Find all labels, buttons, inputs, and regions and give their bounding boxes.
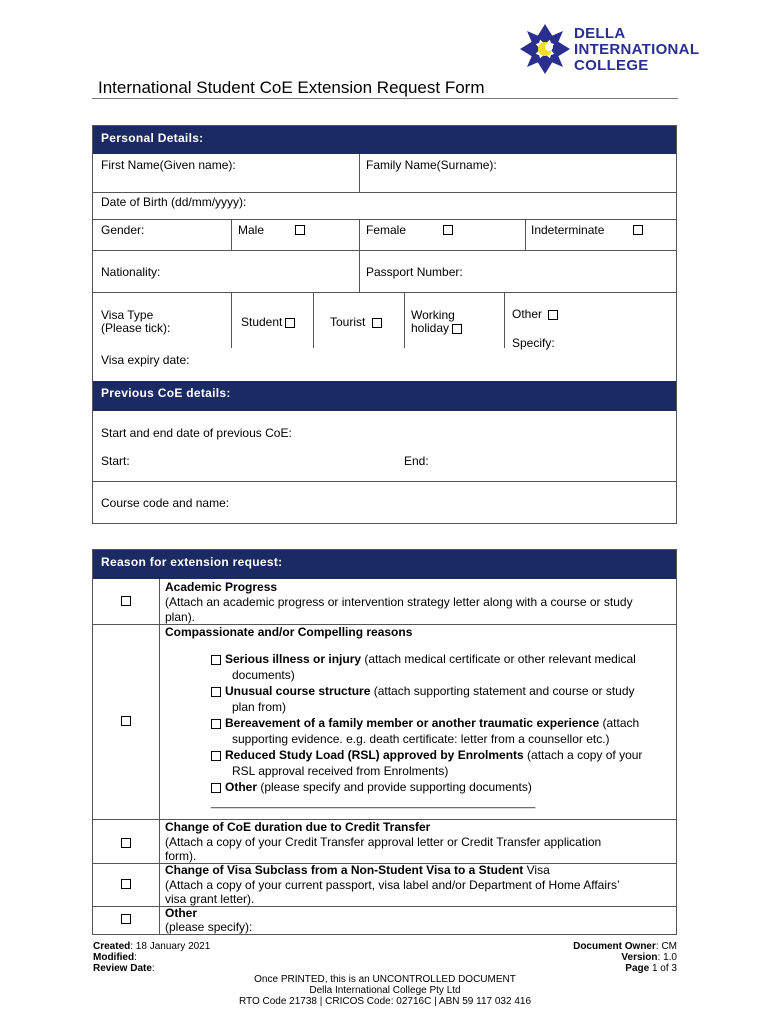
visa-working-label: Working <box>411 308 455 322</box>
divider <box>359 250 360 292</box>
dob-label[interactable]: Date of Birth (dd/mm/yyyy): <box>101 195 247 209</box>
divider <box>93 292 676 293</box>
course-code-name-label[interactable]: Course code and name: <box>101 496 230 510</box>
footer-registration-codes: RTO Code 21738 | CRICOS Code: 02716C | ABN 59 117 032 416 <box>238 996 532 1007</box>
divider <box>93 250 676 251</box>
divider <box>93 481 676 482</box>
passport-number-label[interactable]: Passport Number: <box>366 265 463 279</box>
form-title: International Student CoE Extension Request Form <box>98 78 485 97</box>
reason-visa-change-title <box>165 862 550 878</box>
visa-type-label: Visa Type <box>101 308 154 322</box>
visa-tourist-text: Tourist <box>330 315 366 329</box>
gender-female-checkbox[interactable] <box>443 225 453 235</box>
sub-unusual-course-bold: Unusual course structure <box>225 684 371 698</box>
footer-version-label: Version <box>621 952 658 963</box>
reason-academic-desc-2: plan). <box>165 610 196 624</box>
sub-bereavement-bold: Bereavement of a family member or another traumatic experience <box>225 716 600 730</box>
sub-other-checkbox[interactable] <box>211 783 221 793</box>
footer-meta-left <box>93 941 210 974</box>
gender-male-label: Male <box>238 223 265 237</box>
college-logo <box>518 22 708 78</box>
reason-other-title: Other <box>165 906 198 920</box>
reason-visa-change-desc-2: visa grant letter). <box>165 892 255 906</box>
visa-expiry-label[interactable]: Visa expiry date: <box>101 353 190 367</box>
sub-rsl-2: RSL approval received from Enrolments) <box>232 764 449 778</box>
reason-visa-change-checkbox[interactable] <box>121 879 131 889</box>
sub-serious-illness <box>211 651 636 667</box>
sub-bereavement-checkbox[interactable] <box>211 719 221 729</box>
sub-serious-illness-text: (attach medical certificate or other relevant medical <box>361 652 636 666</box>
reason-academic-title: Academic Progress <box>165 580 278 594</box>
visa-other-text: Other <box>512 307 543 321</box>
footer-center <box>0 974 770 1007</box>
sub-other-specify-line[interactable]: _____________________________________________________ <box>211 797 536 809</box>
sub-bereavement-text: (attach <box>599 716 640 730</box>
reason-visa-change-title-bold: Change of Visa Subclass from a Non-Student Visa to a Student <box>165 863 524 877</box>
sub-unusual-course-checkbox[interactable] <box>211 687 221 697</box>
sub-other-text: (please specify and provide supporting documents) <box>257 780 532 794</box>
reason-credit-transfer-desc: (Attach a copy of your Credit Transfer approval letter or Credit Transfer application <box>165 835 602 849</box>
visa-other-label <box>512 307 558 321</box>
sub-unusual-course-text: (attach supporting statement and course or study <box>370 684 635 698</box>
sub-rsl <box>211 747 642 763</box>
sub-rsl-checkbox[interactable] <box>211 751 221 761</box>
footer-uncontrolled-notice: Once PRINTED, this is an UNCONTROLLED DOCUMENT <box>254 974 516 985</box>
footer-review <box>93 963 210 974</box>
footer-review-value: : <box>151 963 155 974</box>
divider <box>159 579 160 934</box>
sub-other <box>211 779 532 795</box>
personal-details-table <box>92 125 677 524</box>
previous-coe-dates-label: Start and end date of previous CoE: <box>101 426 292 440</box>
visa-student-label <box>241 315 295 329</box>
visa-student-text: Student <box>241 315 283 329</box>
visa-working-holiday <box>411 321 462 335</box>
sub-rsl-text: (attach a copy of your <box>523 748 643 762</box>
reason-academic-checkbox[interactable] <box>121 596 131 606</box>
logo-text-della: DELLA <box>574 25 626 42</box>
reason-header: Reason for extension request: <box>93 550 676 579</box>
divider <box>313 292 314 348</box>
divider <box>93 192 676 193</box>
sub-serious-illness-checkbox[interactable] <box>211 655 221 665</box>
sub-serious-illness-bold: Serious illness or injury <box>225 652 362 666</box>
sub-rsl-bold: Reduced Study Load (RSL) approved by Enrolments <box>225 748 524 762</box>
divider <box>504 292 505 348</box>
visa-tourist-checkbox[interactable] <box>372 318 382 328</box>
divider <box>93 219 676 220</box>
visa-working-holiday-text: holiday <box>411 321 450 335</box>
sub-other-bold: Other <box>225 780 258 794</box>
sub-bereavement <box>211 715 639 731</box>
footer-page-value: 1 of 3 <box>649 963 677 974</box>
footer-version <box>573 952 677 963</box>
previous-coe-end-label[interactable]: End: <box>404 454 429 468</box>
logo-text-international: INTERNATIONAL <box>574 41 700 58</box>
reason-credit-transfer-desc-2: form). <box>165 849 197 863</box>
visa-type-hint: (Please tick): <box>101 321 171 335</box>
footer-meta-right <box>573 941 677 974</box>
footer-owner-label: Document Owner <box>573 941 656 952</box>
sub-unusual-course <box>211 683 635 699</box>
reason-other-desc[interactable]: (please specify): <box>165 920 253 934</box>
family-name-label[interactable]: Family Name(Surname): <box>366 158 497 172</box>
previous-coe-start-label[interactable]: Start: <box>101 454 130 468</box>
footer-version-value: : 1.0 <box>657 952 677 963</box>
footer-owner-value: : CM <box>655 941 677 952</box>
nationality-label[interactable]: Nationality: <box>101 265 161 279</box>
reason-visa-change-desc: (Attach a copy of your current passport, visa label and/or Department of Home Affairs’ <box>165 878 620 892</box>
title-divider <box>92 98 678 99</box>
reason-academic-desc: (Attach an academic progress or intervention strategy letter along with a course or study <box>165 595 633 609</box>
footer-modified-label: Modified <box>93 952 135 963</box>
gender-female-label: Female <box>366 223 407 237</box>
reason-credit-transfer-checkbox[interactable] <box>121 838 131 848</box>
gender-indeterminate-checkbox[interactable] <box>633 225 643 235</box>
logo-text-college: COLLEGE <box>574 57 649 74</box>
divider <box>404 292 405 348</box>
footer-company-name: Della International College Pty Ltd <box>309 985 461 996</box>
first-name-label[interactable]: First Name(Given name): <box>101 158 236 172</box>
footer-page <box>573 963 677 974</box>
footer-created-value: : 18 January 2021 <box>130 941 211 952</box>
reason-credit-transfer-title: Change of CoE duration due to Credit Transfer <box>165 820 431 834</box>
reason-compassionate-title: Compassionate and/or Compelling reasons <box>165 625 413 639</box>
divider <box>231 292 232 348</box>
visa-specify-label[interactable]: Specify: <box>512 336 555 350</box>
footer-owner <box>573 941 677 952</box>
divider <box>525 219 526 250</box>
sub-bereavement-2: supporting evidence. e.g. death certificate: letter from a counsellor etc.) <box>232 732 610 746</box>
reason-visa-change-title-text: Visa <box>523 863 550 877</box>
logo-emblem-icon <box>518 22 572 76</box>
gender-male-checkbox[interactable] <box>295 225 305 235</box>
sub-unusual-course-2: plan from) <box>232 700 287 714</box>
gender-indeterminate-label: Indeterminate <box>531 223 605 237</box>
footer-created <box>93 941 210 952</box>
divider <box>359 219 360 250</box>
reason-compassionate-checkbox[interactable] <box>121 716 131 726</box>
footer-created-label: Created <box>93 941 131 952</box>
visa-tourist-label <box>330 315 382 329</box>
reason-other-checkbox[interactable] <box>121 914 131 924</box>
previous-coe-header: Previous CoE details: <box>93 381 676 411</box>
personal-details-header: Personal Details: <box>93 126 676 154</box>
divider <box>359 154 360 192</box>
reason-table <box>92 549 677 935</box>
footer-modified-value: : <box>134 952 137 963</box>
gender-label: Gender: <box>101 223 145 237</box>
footer-review-label: Review Date <box>93 963 152 974</box>
footer-page-label: Page <box>625 963 650 974</box>
visa-other-checkbox[interactable] <box>548 310 558 320</box>
visa-working-holiday-checkbox[interactable] <box>452 324 462 334</box>
divider <box>231 219 232 250</box>
sub-serious-illness-2: documents) <box>232 668 295 682</box>
visa-student-checkbox[interactable] <box>285 318 295 328</box>
footer-modified <box>93 952 210 963</box>
